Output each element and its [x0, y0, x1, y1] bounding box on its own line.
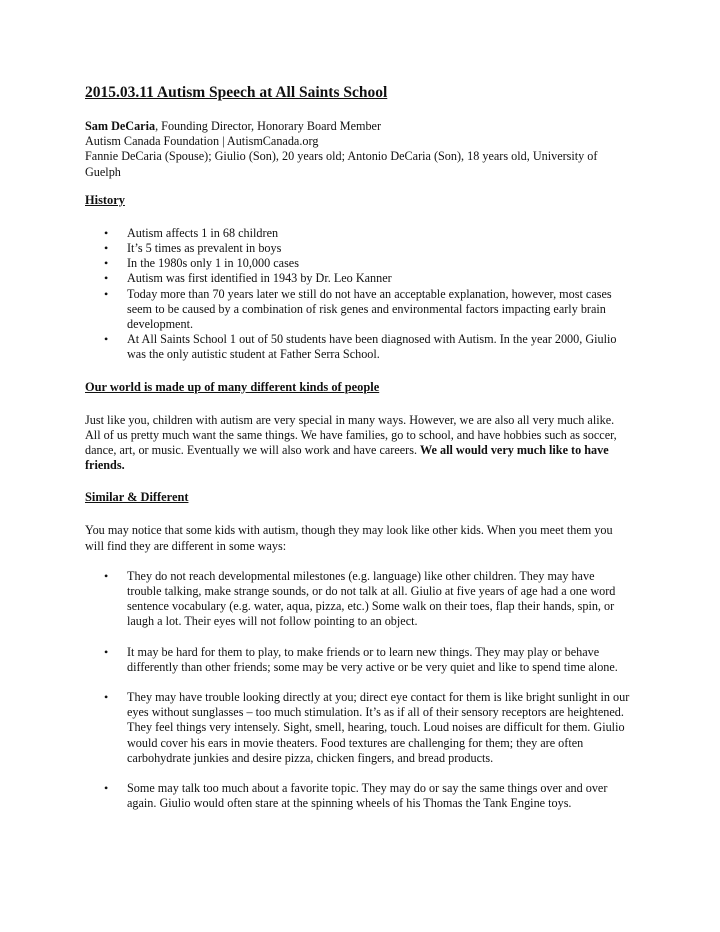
list-item: • Today more than 70 years later we still do not have an acceptable explanation, however, most cases seem to be caused by a combination of risk genes and environmental factors impacting early brain development.: [85, 287, 632, 333]
similar-list: [85, 569, 632, 812]
world-heading: Our world is made up of many different kinds of people: [85, 379, 380, 394]
similar-intro: You may notice that some kids with autism, though they may look like other kids. When you meet them you will find they are different in some ways:: [85, 523, 613, 553]
list-item: • Autism affects 1 in 68 children: [85, 226, 632, 241]
author-role: , Founding Director, Honorary Board Member: [155, 119, 382, 133]
list-item: • Some may talk too much about a favorite topic. They may do or say the same things over and over again. Giulio would often stare at the spinning wheels of his Thomas the Tank Engine toys.: [85, 781, 632, 811]
list-item: • They may have trouble looking directly at you; direct eye contact for them is like bright sunlight in our eyes without sunglasses – too much stimulation. It’s as if all of their sensory receptors are heightened. They feel things very intensely. Sight, smell, hearing, touch. Loud noises are difficult for them. Giulio would cover his ears in movie theaters. Food textures are challenging for them; they are often carbohydrate junkies and desire pizza, chicken fingers, and bread products.: [85, 690, 632, 766]
similar-heading: Similar & Different: [85, 490, 189, 505]
list-item: • In the 1980s only 1 in 10,000 cases: [85, 256, 632, 271]
author-name: Sam DeCaria: [85, 119, 156, 133]
world-text: Just like you, children with autism are very special in many ways. However, we are also all very much alike. All of us pretty much want the same things. We have families, go to school, and have hobbies such as soccer, dance, art, or music. Eventually we will also work and have careers.: [85, 412, 617, 458]
history-heading: History: [85, 192, 125, 207]
list-item: • Autism was first identified in 1943 by Dr. Leo Kanner: [85, 271, 632, 286]
author-line: [85, 119, 632, 134]
organization-line: Autism Canada Foundation | AutismCanada.org: [85, 134, 319, 149]
document-title: 2015.03.11 Autism Speech at All Saints School: [85, 84, 388, 101]
list-item: • At All Saints School 1 out of 50 students have been diagnosed with Autism. In the year 2000, Giulio was the only autistic student at Father Serra School.: [85, 332, 632, 362]
world-bold-text: We all would very much like to have friends.: [85, 443, 609, 473]
world-paragraph: [85, 413, 632, 474]
author-block: [85, 119, 632, 180]
family-line: Fannie DeCaria (Spouse); Giulio (Son), 20 years old; Antonio DeCaria (Son), 18 years old, University of Guelph: [85, 149, 598, 179]
list-item: • It may be hard for them to play, to make friends or to learn new things. They may play or behave differently than other friends; some may be very active or be very quiet and like to spend time alone.: [85, 645, 632, 675]
list-item: • They do not reach developmental milestones (e.g. language) like other children. They may have trouble talking, make strange sounds, or do not talk at all. Giulio at five years of age had a one word sentence vocabulary (e.g. water, aqua, pizza, etc.) Some walk on their toes, flap their hands, spin, or laugh a lot. Their eyes will not follow pointing to an object.: [85, 569, 632, 630]
history-list: [85, 226, 632, 363]
list-item: • It’s 5 times as prevalent in boys: [85, 241, 632, 256]
